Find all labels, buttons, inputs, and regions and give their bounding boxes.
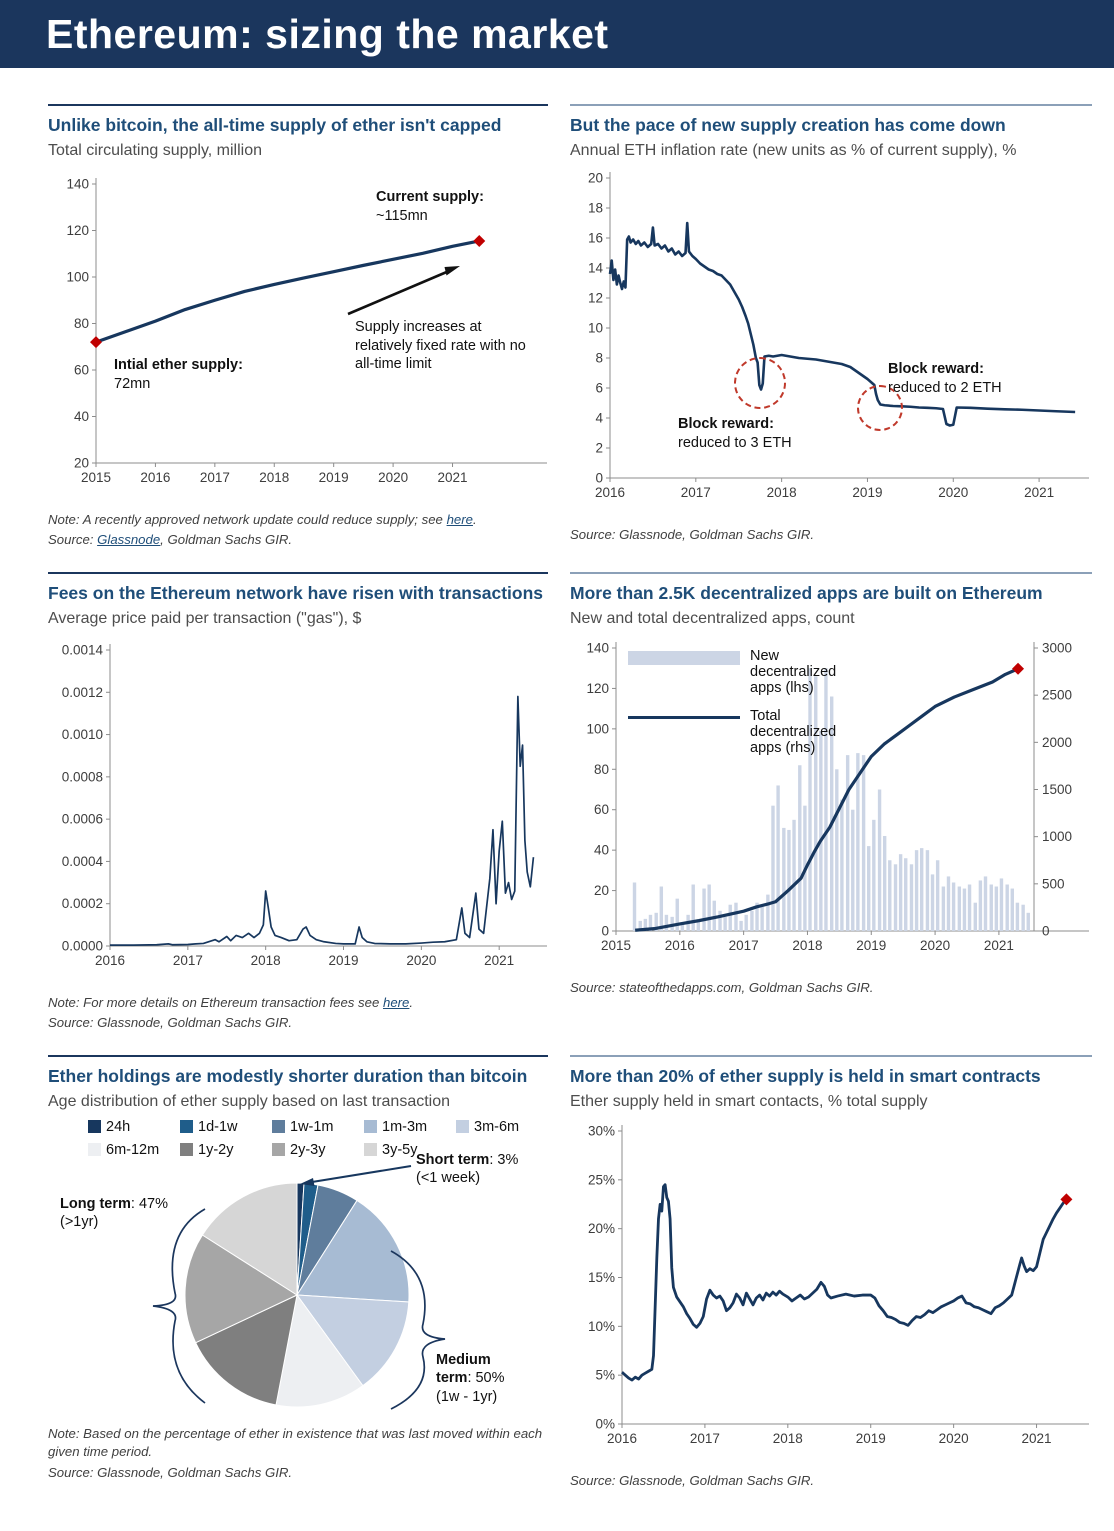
svg-text:2015: 2015 [80,470,112,485]
section-supply [48,104,548,550]
medium-term-annotation: Medium term: 50% (1w - 1yr) [436,1351,505,1406]
supply-chart [48,168,548,503]
legend-item-new-apps [628,648,862,696]
chart-source: Source: stateofthedapps.com, Goldman Sachs GIR. [570,979,874,995]
svg-text:2021: 2021 [484,952,515,968]
legend-label: New decentralized apps (lhs) [750,647,837,696]
section-rule [48,104,548,106]
svg-text:2019: 2019 [852,485,883,500]
legend-item-total-apps [628,708,862,756]
svg-text:60: 60 [593,802,609,818]
long-term-annotation: Long term: 47% (>1yr) [60,1195,168,1231]
svg-text:3000: 3000 [1042,640,1073,656]
svg-text:2021: 2021 [1021,1430,1052,1446]
chart-note: Note: Based on the percentage of ether in existence that was last moved within each given time period. [48,1425,543,1460]
pie-legend-item-1w-1m [272,1119,364,1135]
svg-text:2020: 2020 [938,485,969,500]
svg-text:2017: 2017 [172,952,203,968]
svg-text:2500: 2500 [1042,687,1073,703]
svg-text:2019: 2019 [318,470,349,485]
legend-label: 1m-3m [382,1118,428,1135]
svg-text:2: 2 [595,440,603,456]
chart-title: Fees on the Ethereum network have risen with transactions [48,582,543,603]
chart-note: Note: A recently approved network update could reduce supply; see here. [48,512,477,527]
source-link[interactable]: Glassnode [97,532,161,548]
legend-swatch [456,1120,469,1133]
svg-text:4: 4 [595,410,603,426]
dapps-legend [628,648,862,768]
chart-subtitle: Ether supply held in smart contacts, % total supply [570,1092,928,1110]
svg-text:5%: 5% [595,1367,615,1383]
svg-text:1500: 1500 [1042,781,1073,797]
svg-text:100: 100 [586,721,609,737]
chart-title: Unlike bitcoin, the all-time supply of ether isn't capped [48,115,502,135]
svg-text:2020: 2020 [938,1430,969,1446]
block-reward-3-annotation: Block reward: reduced to 3 ETH [678,416,792,451]
svg-text:10%: 10% [587,1318,615,1334]
svg-text:25%: 25% [587,1172,615,1188]
legend-swatch [272,1143,285,1156]
initial-supply-annotation: Intial ether supply: 72mn [114,357,243,392]
svg-text:120: 120 [66,223,89,238]
section-rule [48,1055,548,1057]
svg-text:80: 80 [73,316,89,331]
svg-text:0.0004: 0.0004 [61,853,103,869]
chart-source: Source: Glassnode, Goldman Sachs GIR. [48,1015,293,1031]
inflation-chart-svg [570,168,1090,518]
legend-swatch [88,1143,101,1156]
svg-text:2018: 2018 [259,470,290,485]
svg-text:120: 120 [586,680,609,696]
svg-text:0: 0 [595,470,603,486]
chart-title: Ether holdings are modestly shorter duration than bitcoin [48,1065,528,1086]
page-header [0,0,1114,68]
chart-subtitle: Total circulating supply, million [48,142,263,159]
chart-subtitle: Average price paid per transaction ("gas"), $ [48,609,362,627]
chart-title: More than 2.5K decentralized apps are built on Ethereum [570,582,1043,603]
svg-text:0.0014: 0.0014 [61,642,103,658]
trend-arrow [341,258,471,322]
page-title: Ethereum: sizing the market [46,10,609,57]
svg-text:140: 140 [66,176,89,192]
chart-source: Source: Glassnode, Goldman Sachs GIR. [570,527,815,542]
svg-text:14: 14 [587,260,603,276]
legend-label: 1d-1w [198,1118,238,1135]
dapps-chart [570,636,1092,971]
svg-text:2020: 2020 [406,952,437,968]
section-rule [570,104,1092,106]
section-fees [48,572,548,1033]
svg-text:10: 10 [587,320,603,336]
svg-text:2017: 2017 [199,470,230,485]
legend-swatch [180,1120,193,1133]
legend-swatch [272,1120,285,1133]
svg-text:0.0000: 0.0000 [61,938,103,954]
svg-text:2018: 2018 [792,937,823,953]
svg-text:2018: 2018 [766,485,797,500]
chart-title: But the pace of new supply creation has come down [570,115,1006,135]
legend-label: 3m-6m [474,1118,520,1135]
block-reward-2-annotation: Block reward: reduced to 2 ETH [888,361,1002,396]
svg-text:30%: 30% [587,1123,615,1139]
svg-text:0.0002: 0.0002 [61,896,103,912]
svg-text:2016: 2016 [606,1430,638,1446]
svg-text:0.0010: 0.0010 [61,727,103,743]
svg-text:0: 0 [1042,923,1050,939]
section-rule [570,572,1092,574]
svg-text:0.0008: 0.0008 [61,769,103,785]
pie-legend-item-6m-12m [88,1142,180,1158]
svg-text:20: 20 [587,170,603,186]
svg-text:2021: 2021 [437,470,468,485]
svg-text:60: 60 [73,362,89,378]
svg-text:40: 40 [593,842,609,858]
section-inflation [570,104,1092,550]
svg-text:16: 16 [587,230,603,246]
chart-title: More than 20% of ether supply is held in smart contracts [570,1065,1041,1086]
legend-swatch [88,1120,101,1133]
svg-text:2019: 2019 [856,937,887,953]
chart-note: Note: For more details on Ethereum transaction fees see here. [48,994,414,1010]
section-dapps [570,572,1092,1033]
fees-chart-svg [48,636,548,986]
section-smart-contracts [570,1055,1092,1490]
charts-grid [0,68,1114,1514]
legend-label: 2y-3y [290,1141,326,1158]
svg-text:40: 40 [73,409,89,424]
svg-text:6: 6 [595,380,603,396]
svg-text:2016: 2016 [94,952,126,968]
long-term-brace [143,1205,213,1407]
svg-text:2020: 2020 [920,937,951,953]
svg-text:2000: 2000 [1042,734,1073,750]
svg-text:100: 100 [66,269,89,285]
svg-text:2017: 2017 [680,485,711,500]
legend-swatch [180,1143,193,1156]
chart-subtitle: Age distribution of ether supply based on last transaction [48,1092,451,1110]
legend-label: 6m-12m [106,1141,160,1158]
svg-text:2016: 2016 [594,485,626,500]
legend-label: 1y-2y [198,1141,234,1158]
svg-text:2018: 2018 [772,1430,803,1446]
short-term-annotation: Short term: 3% (<1 week) [416,1151,519,1187]
svg-text:2017: 2017 [689,1430,720,1446]
smart-contracts-chart [570,1119,1092,1464]
svg-text:2015: 2015 [600,937,632,953]
svg-text:15%: 15% [587,1269,615,1285]
svg-text:1000: 1000 [1042,829,1073,845]
legend-label: 3y-5y [382,1141,418,1158]
svg-text:140: 140 [586,640,609,656]
age-pie-chart [48,1151,548,1417]
bar-swatch [628,651,740,665]
chart-source: Source: Glassnode, Goldman Sachs GIR. [48,532,293,548]
legend-label: 1w-1m [290,1118,334,1135]
chart-source: Source: Glassnode, Goldman Sachs GIR. [570,1472,815,1488]
pie-legend-item-2y-3y [272,1142,364,1158]
svg-text:0.0012: 0.0012 [61,684,103,700]
medium-term-brace [383,1249,453,1414]
pie-legend-item-1d-1w [180,1119,272,1135]
svg-text:2021: 2021 [1024,485,1055,500]
svg-text:0: 0 [601,923,609,939]
pie-legend-item-1y-2y [180,1142,272,1158]
svg-text:2021: 2021 [983,937,1014,953]
pie-legend-item-3m-6m [456,1119,548,1135]
pie-legend-item-24h [88,1119,180,1135]
svg-text:0%: 0% [595,1416,615,1432]
inflation-chart [570,168,1092,518]
legend-label: Total decentralized apps (rhs) [750,707,837,756]
note-link[interactable]: here [382,994,410,1010]
svg-text:2016: 2016 [664,937,695,953]
note-link[interactable]: here [446,512,473,527]
section-age-distribution [48,1055,548,1490]
svg-text:2019: 2019 [855,1430,886,1446]
short-term-arrow [296,1159,418,1189]
svg-text:0.0006: 0.0006 [61,811,103,827]
chart-subtitle: New and total decentralized apps, count [570,609,855,627]
section-rule [570,1055,1092,1057]
fees-chart [48,636,548,986]
chart-subtitle: Annual ETH inflation rate (new units as % of current supply), % [570,142,1017,159]
svg-text:2016: 2016 [140,470,171,485]
svg-text:8: 8 [595,350,603,366]
svg-text:20%: 20% [587,1221,615,1237]
svg-text:12: 12 [587,290,603,306]
pie-legend-item-1m-3m [364,1119,456,1135]
svg-text:2020: 2020 [378,470,409,485]
legend-swatch [364,1143,377,1156]
svg-text:2018: 2018 [250,952,281,968]
svg-text:18: 18 [587,200,603,216]
svg-text:500: 500 [1042,876,1065,892]
section-rule [48,572,548,574]
pie-legend-row-1 [88,1119,548,1135]
current-supply-annotation: Current supply: ~115mn [376,189,484,224]
svg-text:20: 20 [593,883,609,899]
line-swatch [628,716,740,720]
reward3-highlight-circle [734,357,786,409]
legend-label: 24h [106,1118,131,1135]
svg-text:2019: 2019 [328,952,359,968]
svg-text:20: 20 [73,455,89,471]
chart-source: Source: Glassnode, Goldman Sachs GIR. [48,1464,293,1480]
supply-increase-annotation: Supply increases at relatively fixed rate with no all-time limit [355,319,526,373]
smart-contracts-chart-svg [570,1119,1090,1464]
svg-text:80: 80 [593,761,609,777]
svg-text:2017: 2017 [728,937,759,953]
legend-swatch [364,1120,377,1133]
